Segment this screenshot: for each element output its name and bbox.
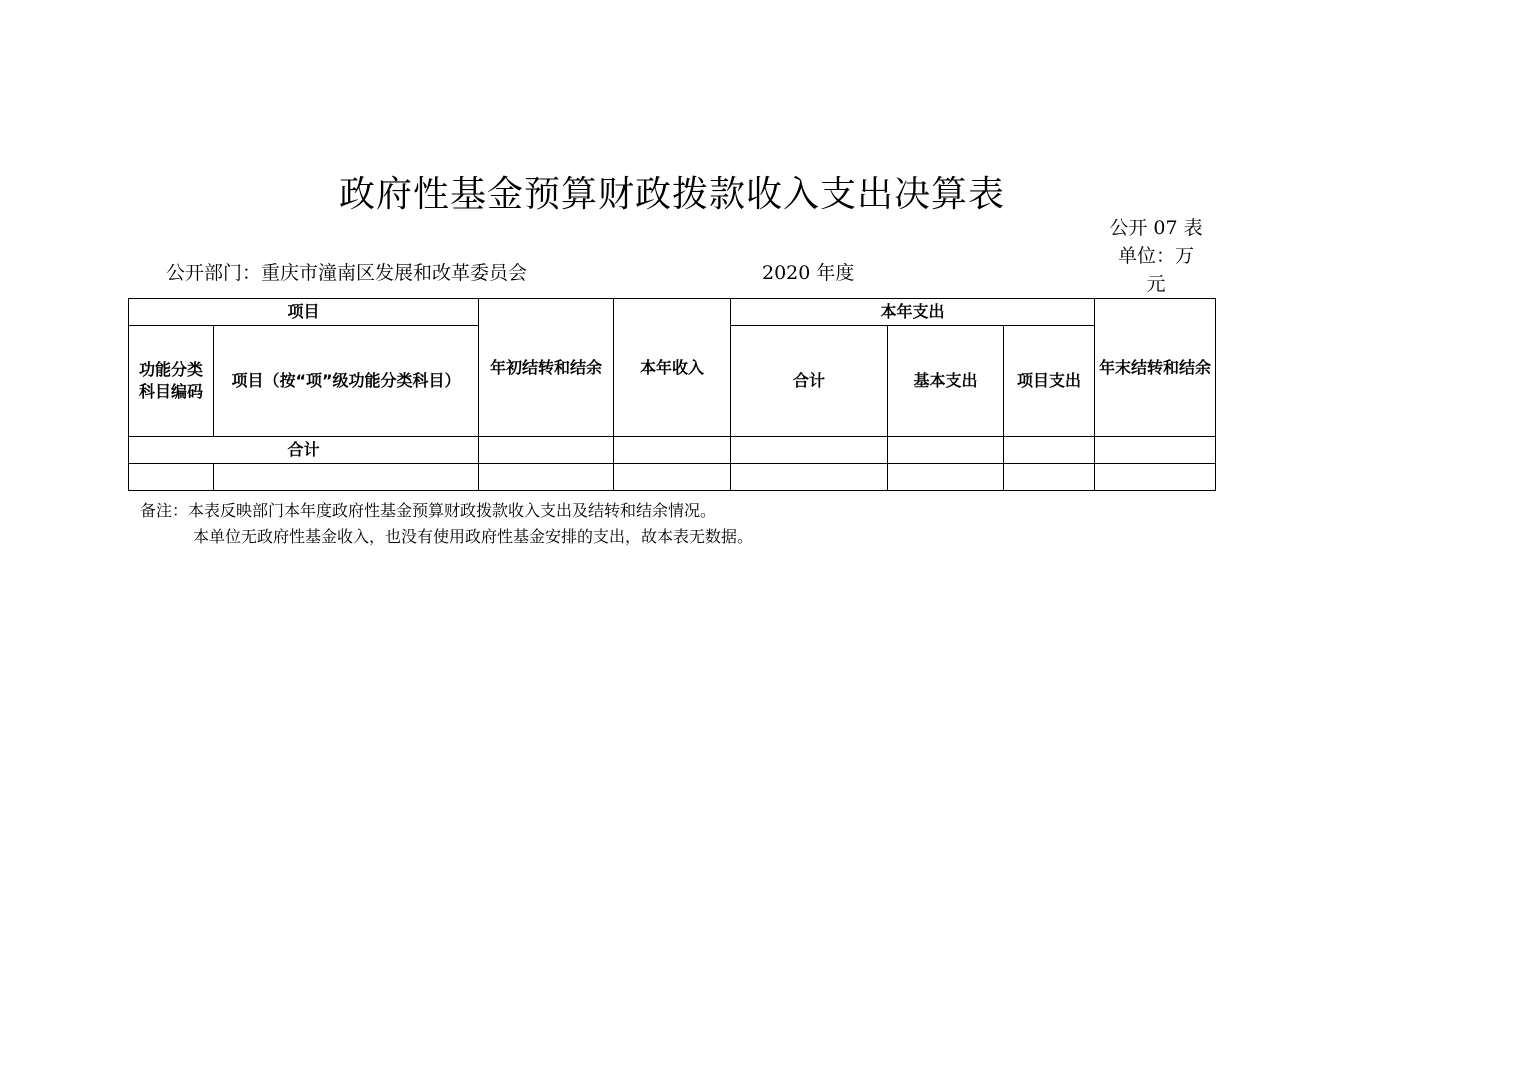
header-basic-expense: 基本支出 <box>888 326 1004 437</box>
total-row-label: 合计 <box>129 437 479 464</box>
header-expense: 本年支出 <box>731 299 1095 326</box>
header-expense-total: 合计 <box>731 326 888 437</box>
unit-label: 单位：万 <box>1117 245 1194 267</box>
header-item: 项目（按“项”级功能分类科目） <box>214 326 479 437</box>
row-basic-expense <box>888 464 1004 491</box>
total-income <box>614 437 731 464</box>
row-expense <box>731 464 888 491</box>
header-income: 本年收入 <box>614 299 731 437</box>
total-opening-balance <box>479 437 614 464</box>
row-closing-balance <box>1095 464 1216 491</box>
header-project-expense: 项目支出 <box>1004 326 1095 437</box>
department-label: 公开部门：重庆市潼南区发展和改革委员会 <box>166 262 528 284</box>
note-line: 本单位无政府性基金收入，也没有使用政府性基金安排的支出，故本表无数据。 <box>193 527 754 546</box>
header-code: 功能分类科目编码 <box>129 326 214 437</box>
header-project: 项目 <box>129 299 479 326</box>
header-opening-balance: 年初结转和结余 <box>479 299 614 437</box>
header-closing-balance: 年末结转和结余 <box>1095 299 1216 437</box>
total-expense <box>731 437 888 464</box>
row-income <box>614 464 731 491</box>
row-project-expense <box>1004 464 1095 491</box>
form-number <box>1098 214 1214 298</box>
total-basic-expense <box>888 437 1004 464</box>
year-label: 2020 年度 <box>762 262 855 284</box>
budget-table <box>128 298 1216 491</box>
table-row <box>129 464 1216 491</box>
note-line: 备注：本表反映部门本年度政府性基金预算财政拨款收入支出及结转和结余情况。 <box>140 501 717 520</box>
total-closing-balance <box>1095 437 1216 464</box>
row-item <box>214 464 479 491</box>
form-number-line: 公开 07 表 <box>1109 217 1203 239</box>
notes <box>140 498 753 550</box>
page-title: 政府性基金预算财政拨款收入支出决算表 <box>338 174 1005 215</box>
header-row-1 <box>129 299 1216 326</box>
unit-label-cont: 元 <box>1146 273 1166 295</box>
row-opening-balance <box>479 464 614 491</box>
total-row <box>129 437 1216 464</box>
total-project-expense <box>1004 437 1095 464</box>
row-code <box>129 464 214 491</box>
